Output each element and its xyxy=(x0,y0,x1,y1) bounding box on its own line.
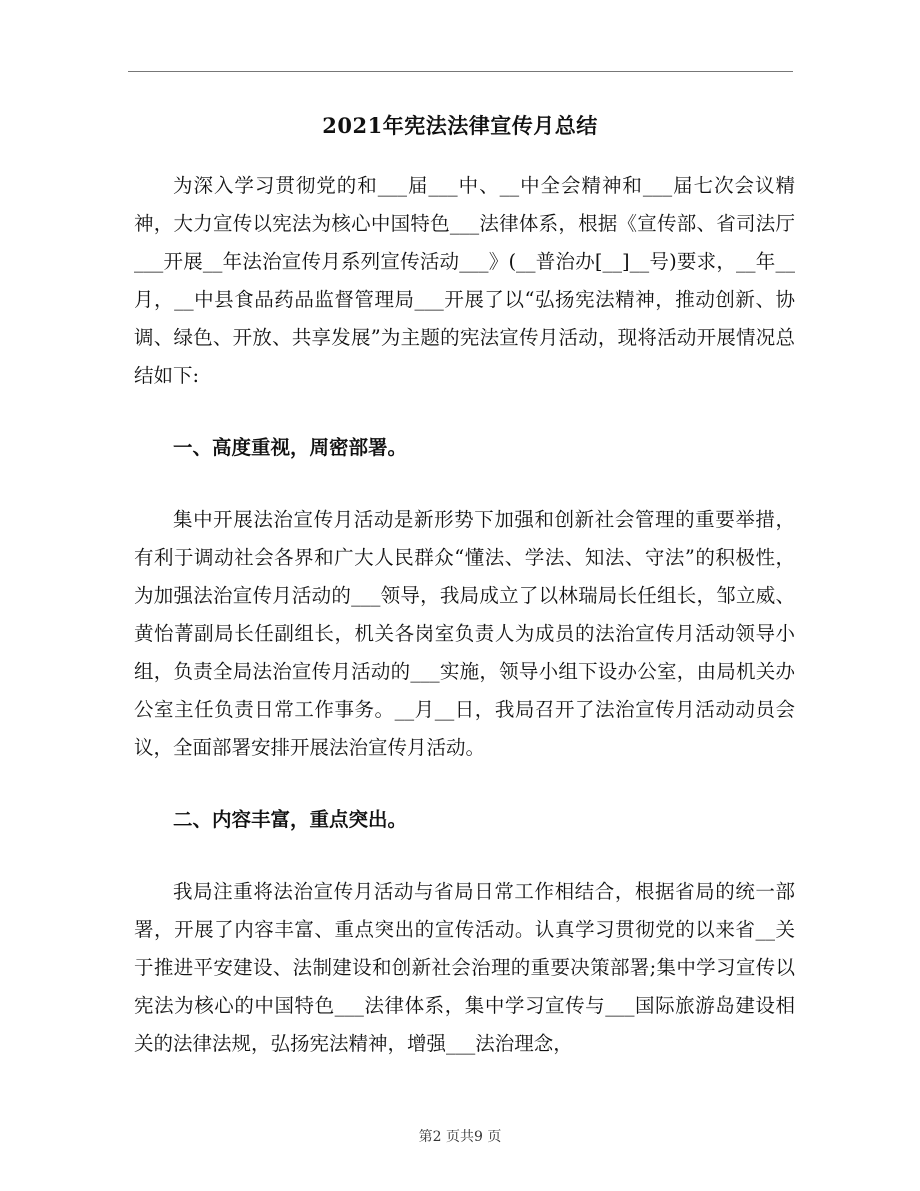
document-title: 2021年宪法法律宣传月总结 xyxy=(322,113,598,138)
page-footer: 第2 页共9 页 xyxy=(418,1129,502,1145)
section-heading-2: 二、内容丰富，重点突出。 xyxy=(173,808,408,831)
section-2-paragraph: 我局注重将法治宣传月活动与省局日常工作相结合，根据省局的统一部署，开展了内容丰富、重点突出的宣传活动。认真学习贯彻党的以来省__关于推进平安建设、法制建设和创新社会治理的重要决策部署;集中学习宣传以宪法为核心的中国特色___法律体系，集中学习宣传与___国际旅游岛建设相关的法律法规，弘扬宪法精神，增强___法治理念， xyxy=(134,880,795,1055)
section-1-paragraph: 集中开展法治宣传月活动是新形势下加强和创新社会管理的重要举措，有利于调动社会各界和广大人民群众“懂法、学法、知法、守法”的积极性，为加强法治宣传月活动的___领导，我局成立了以林瑞局长任组长，邹立威、黄怡菁副局长任副组长，机关各岗室负责人为成员的法治宣传月活动领导小组，负责全局法治宣传月活动的___实施，领导小组下设办公室，由局机关办公室主任负责日常工作事务。__月__日，我局召开了法治宣传月活动动员会议，全面部署安排开展法治宣传月活动。 xyxy=(134,508,795,759)
header-rule xyxy=(128,71,793,72)
section-heading-1: 一、高度重视，周密部署。 xyxy=(173,436,408,459)
intro-paragraph: 为深入学习贯彻党的和___届___中、__中全会精神和___届七次会议精神，大力宣传以宪法为核心中国特色___法律体系，根据《宣传部、省司法厅___开展__年法治宣传月系列宣传活动___》(__普治办[__]__号)要求，__年__月，__中县食品药品监督管理局___开展了以“弘扬宪法精神，推动创新、协调、绿色、开放、共享发展”为主题的宪法宣传月活动，现将活动开展情况总结如下: xyxy=(134,174,795,387)
document-body xyxy=(134,167,795,1063)
